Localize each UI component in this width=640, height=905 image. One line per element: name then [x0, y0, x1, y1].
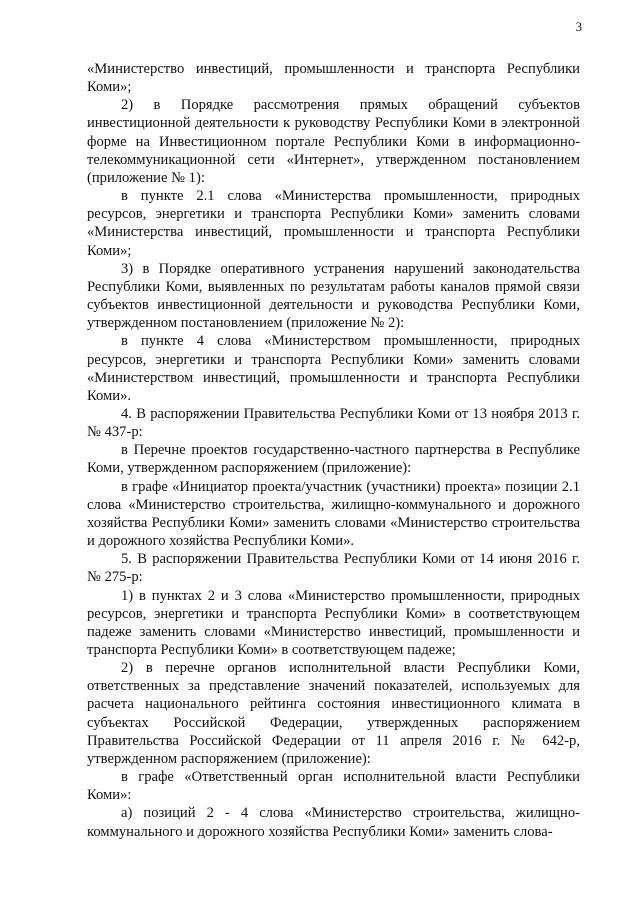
paragraph-5: в пункте 4 слова «Министерством промышленности, природных ресурсов, энергетики и транспорта Республики Коми» заменить словами «Министерством инвестиций, промышленности и транспорта Республики Коми». — [87, 333, 580, 404]
paragraph-7: в Перечне проектов государственно-частного партнерства в Республике Коми, утвержденном распоряжением (приложение): — [87, 442, 580, 477]
paragraph-10: 1) в пунктах 2 и 3 слова «Министерство промышленности, природных ресурсов, энергетики и транспорта Республики Коми» в соответствующем падеже заменить словами «Министерство инвестиций, промышленности и транспорта Республики Коми» в соответствующем падеже; — [87, 587, 580, 658]
paragraph-1: «Министерство инвестиций, промышленности и транспорта Республики Коми»; — [87, 61, 580, 96]
paragraph-13: а) позиций 2 - 4 слова «Министерство строительства, жилищно-коммунального и дорожного хозяйства Республики Коми» заменить слова- — [87, 805, 580, 840]
page-number: 3 — [575, 20, 582, 34]
paragraph-6: 4. В распоряжении Правительства Республики Коми от 13 ноября 2013 г. № 437-р: — [87, 405, 580, 441]
paragraph-3: в пункте 2.1 слова «Министерства промышленности, природных ресурсов, энергетики и транспорта Республики Коми» заменить словами «Министерства инвестиций, промышленности и транспорта Республики Коми»; — [87, 188, 580, 259]
paragraph-11: 2) в перечне органов исполнительной власти Республики Коми, ответственных за представление значений показателей, используемых для расчета национального рейтинга состояния инвестиционного климата в субъектах Российской Федерации, утвержденных распоряжением Правительства Российской Федерации от 11 апреля 2016 г. № 642-р, утвержденном распоряжением (приложение): — [87, 660, 580, 767]
paragraph-2: 2) в Порядке рассмотрения прямых обращений субъектов инвестиционной деятельности к руководству Республики Коми в электронной форме на Инвестиционном портале Республики Коми в информационно-телекоммуникационной сети «Интернет», утвержденном постановлением (приложение № 1): — [87, 97, 580, 186]
paragraph-4: 3) в Порядке оперативного устранения нарушений законодательства Республики Коми, выявленных по результатам работы каналов прямой связи субъектов инвестиционной деятельности и руководства Республики Коми, утвержденном постановлением (приложение № 2): — [87, 260, 580, 332]
paragraph-8: в графе «Инициатор проекта/участник (участники) проекта» позиции 2.1 слова «Министерство строительства, жилищно-коммунального и дорожного хозяйства Республики Коми» заменить словами «Министерство строительства и дорожного хозяйства Республики Коми». — [87, 478, 580, 550]
paragraph-9: 5. В распоряжении Правительства Республики Коми от 14 июня 2016 г. № 275-р: — [87, 551, 580, 586]
document-body — [87, 60, 580, 841]
paragraph-12: в графе «Ответственный орган исполнительной власти Республики Коми»: — [87, 769, 580, 804]
